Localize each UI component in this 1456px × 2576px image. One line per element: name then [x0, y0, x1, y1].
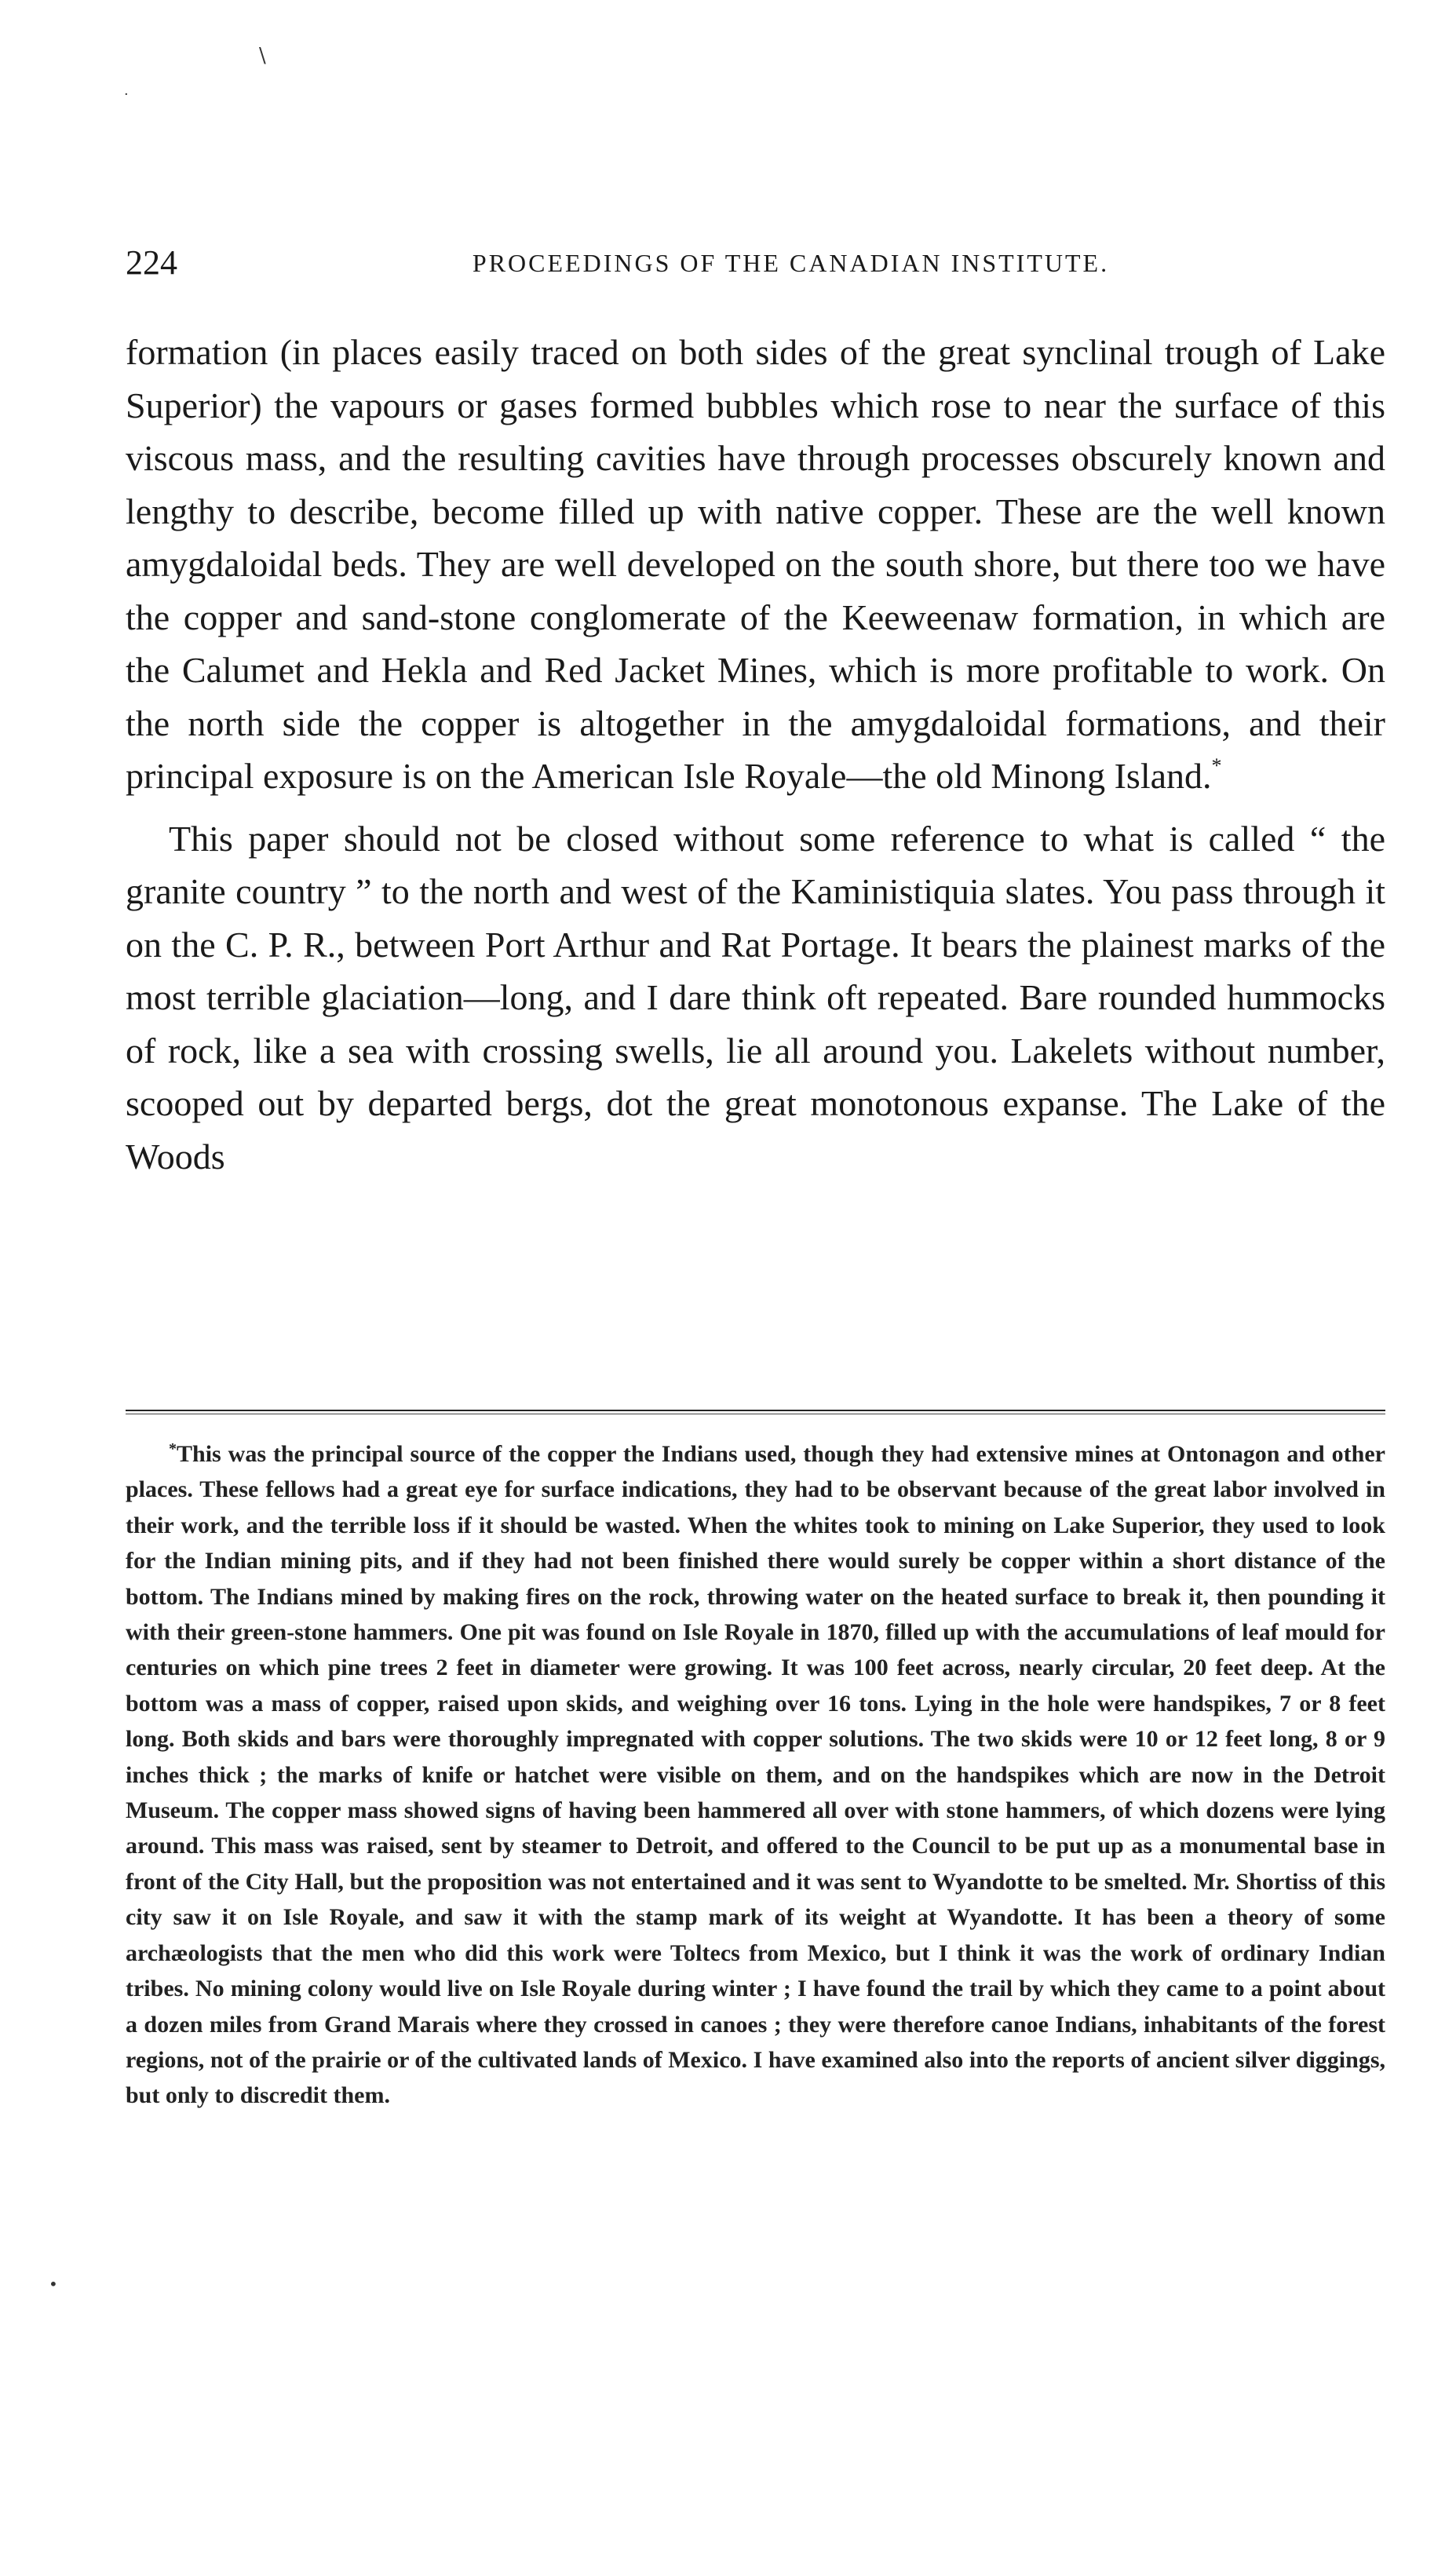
scan-speck: ·: [124, 86, 129, 103]
footnote: [126, 1436, 1385, 2114]
running-head: PROCEEDINGS OF THE CANADIAN INSTITUTE.: [472, 249, 1110, 277]
page-header: [126, 239, 1385, 286]
scan-speck: \: [259, 44, 266, 68]
footnote-rule: [126, 1410, 1385, 1414]
paragraph: [126, 812, 1385, 1184]
footnote-reference: *: [1211, 754, 1222, 777]
scan-speck: •: [49, 2275, 58, 2293]
footnote-paragraph: [126, 1436, 1385, 2114]
footnote-text: This was the principal source of the copper the Indians used, though they had extensive mines at Ontonagon and other places. These fellows had a great eye for surface indications, they had to be observant because of the great labor involved in their work, and the terrible loss if it should be wasted. When the whites took to mining on Lake Superior, they used to look for the Indian mining pits, and if they had not been finished there would surely be copper within a short distance of the bottom. The Indians mined by making fires on the rock, throwing water on the heated surface to break it, then pounding it with their green-stone hammers. One pit was found on Isle Royale in 1870, filled up with the accumulations of leaf mould for centuries on which pine trees 2 feet in diameter were growing. It was 100 feet across, nearly circular, 20 feet deep. At the bottom was a mass of copper, raised upon skids, and weighing over 16 tons. Lying in the hole were handspikes, 7 or 8 feet long. Both skids and bars were thoroughly impregnated with copper solutions. The two skids were 10 or 12 feet long, 8 or 9 inches thick ; the marks of knife or hatchet were visible on them, and on the handspikes which are now in the Detroit Museum. The copper mass showed signs of having been hammered all over with stone hammers, of which dozens were lying around. This mass was raised, sent by steamer to Detroit, and offered to the Council to be put up as a monumental base in front of the City Hall, but the proposition was not entertained and it was sent to Wyandotte to be smelted. Mr. Shortiss of this city saw it on Isle Royale, and saw it with the stamp mark of its weight at Wyandotte. It has been a theory of some archæologists that the men who did this work were Toltecs from Mexico, but I think it was the work of ordinary Indian tribes. No mining colony would live on Isle Royale during winter ; I have found the trail by which they came to a point about a dozen miles from Grand Marais where they crossed in canoes ; they were therefore canoe Indians, inhabitants of the forest regions, not of the prairie or of the cultivated lands of Mexico. I have examined also into the reports of ancient silver diggings, but only to discredit them.: [126, 1441, 1385, 2109]
paragraph-text: This paper should not be closed without some reference to what is called “ the granite country ” to the north and west of the Kaministiquia slates. You pass through it on the C. P. R., between Port Arthur and Rat Portage. It bears the plainest marks of the most terrible glaciation—long, and I dare think oft repeated. Bare rounded hummocks of rock, like a sea with crossing swells, lie all around you. Lakelets without number, scooped out by departed bergs, dot the great monotonous expanse. The Lake of the Woods: [126, 818, 1385, 1177]
page-number: 224: [126, 243, 177, 282]
paragraph-text: formation (in places easily traced on both sides of the great synclinal trough of Lake Superior) the vapours or gases formed bubbles which rose to near the surface of this viscous mass, and the resulting cavities have through processes obscurely known and lengthy to describe, become filled up with native copper. These are the well known amygdaloidal beds. They are well developed on the south shore, but there too we have the copper and sand-stone conglomerate of the Keeweenaw formation, in which are the Calumet and Hekla and Red Jacket Mines, which is more profitable to work. On the north side the copper is altogether in the amygdaloidal formations, and their principal exposure is on the American Isle Royale—the old Minong Island.: [126, 332, 1385, 796]
main-text: [126, 326, 1385, 1183]
paragraph: [126, 326, 1385, 803]
footnote-marker: *: [169, 1440, 177, 1458]
